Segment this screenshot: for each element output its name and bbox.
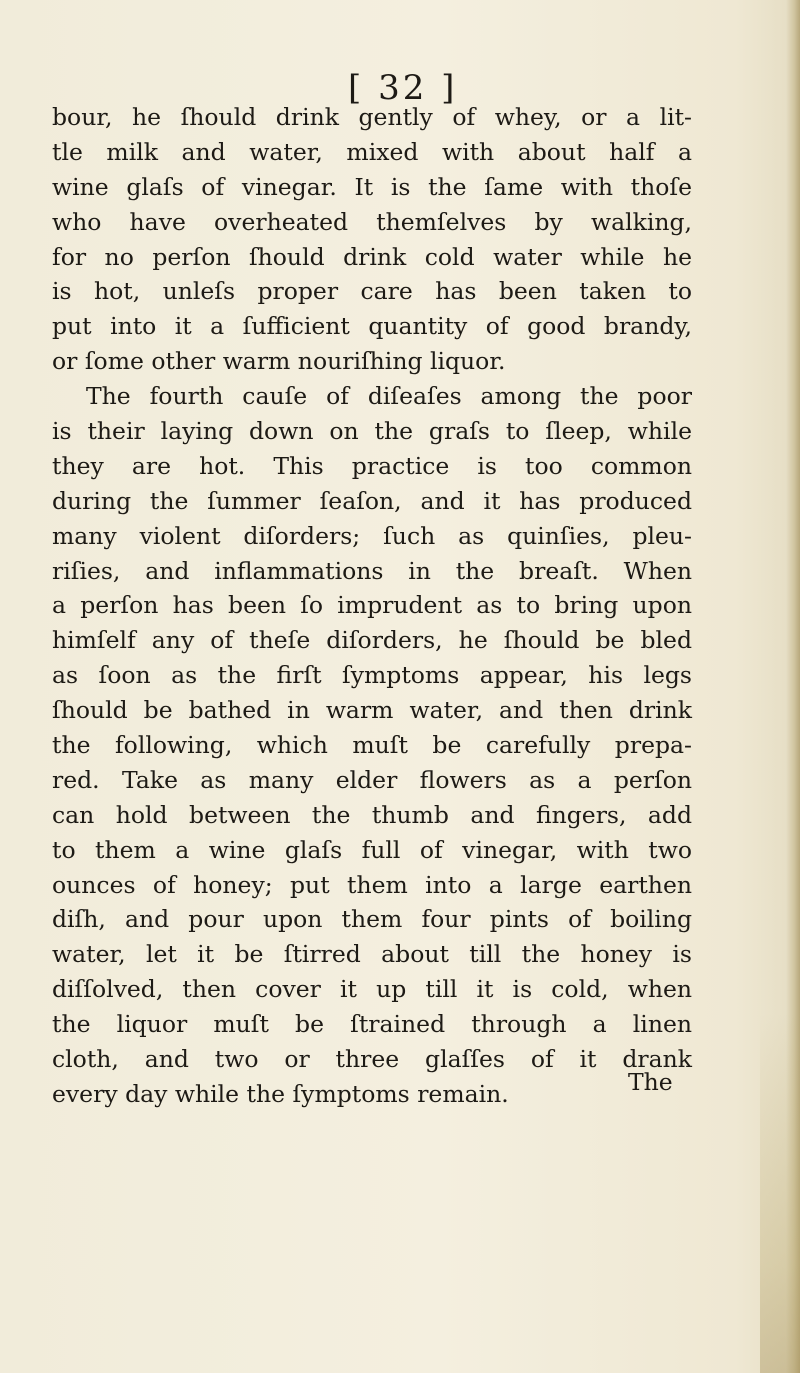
page-stain bbox=[760, 1013, 800, 1373]
text-line: bour, he ſhould drink gently of whey, or a lit- bbox=[52, 103, 692, 131]
text-line: is their laying down on the graſs to ſleep, while bbox=[52, 417, 692, 446]
text-line: ounces of honey; put them into a large earthen bbox=[52, 870, 692, 899]
text-line: diſſolved, then cover it up till it is cold, when bbox=[52, 975, 692, 1004]
text-line: or ſome other warm nouriſhing liquor. bbox=[52, 347, 506, 376]
text-line: tle milk and water, mixed with about half a bbox=[52, 137, 692, 166]
text-line: the liquor muſt be ſtrained through a linen bbox=[52, 1010, 692, 1039]
body-text bbox=[52, 100, 692, 1112]
text-line: cloth, and two or three glaſſes of it drank bbox=[52, 1045, 692, 1074]
text-line: riſies, and inflammations in the breaſt. When bbox=[52, 556, 692, 585]
text-line: during the ſummer ſeaſon, and it has produced bbox=[52, 486, 692, 515]
text-line: ſhould be bathed in warm water, and then drink bbox=[52, 696, 692, 725]
catchword: The bbox=[628, 1068, 673, 1096]
text-line: The fourth cauſe of diſeaſes among the poor bbox=[86, 382, 692, 411]
text-line: is hot, unleſs proper care has been taken to bbox=[52, 277, 692, 306]
text-line: can hold between the thumb and fingers, add bbox=[52, 800, 692, 829]
text-line: diſh, and pour upon them four pints of boiling bbox=[52, 905, 692, 934]
page-number: [ 32 ] bbox=[348, 68, 458, 108]
text-line: to them a wine glaſs full of vinegar, with two bbox=[52, 835, 692, 864]
text-line: as ſoon as the firſt ſymptoms appear, his legs bbox=[52, 661, 692, 690]
text-line: for no perſon ſhould drink cold water while he bbox=[52, 242, 692, 271]
text-line: put into it a ſufficient quantity of good brandy, bbox=[52, 312, 692, 341]
text-line: wine glaſs of vinegar. It is the ſame with thoſe bbox=[52, 172, 692, 201]
text-line: red. Take as many elder flowers as a perſon bbox=[52, 765, 692, 794]
text-line: the following, which muſt be carefully prepa- bbox=[52, 731, 692, 760]
text-line: himſelf any of theſe diſorders, he ſhould be bled bbox=[52, 626, 692, 655]
text-line: a perſon has been ſo imprudent as to bring upon bbox=[52, 591, 692, 620]
text-line: they are hot. This practice is too common bbox=[52, 451, 692, 480]
text-line: who have overheated themſelves by walking, bbox=[52, 207, 692, 236]
text-line: every day while the ſymptoms remain. bbox=[52, 1079, 509, 1108]
text-line: water, let it be ſtirred about till the honey is bbox=[52, 940, 692, 969]
text-line: many violent diſorders; ſuch as quinſies, pleu- bbox=[52, 521, 692, 550]
